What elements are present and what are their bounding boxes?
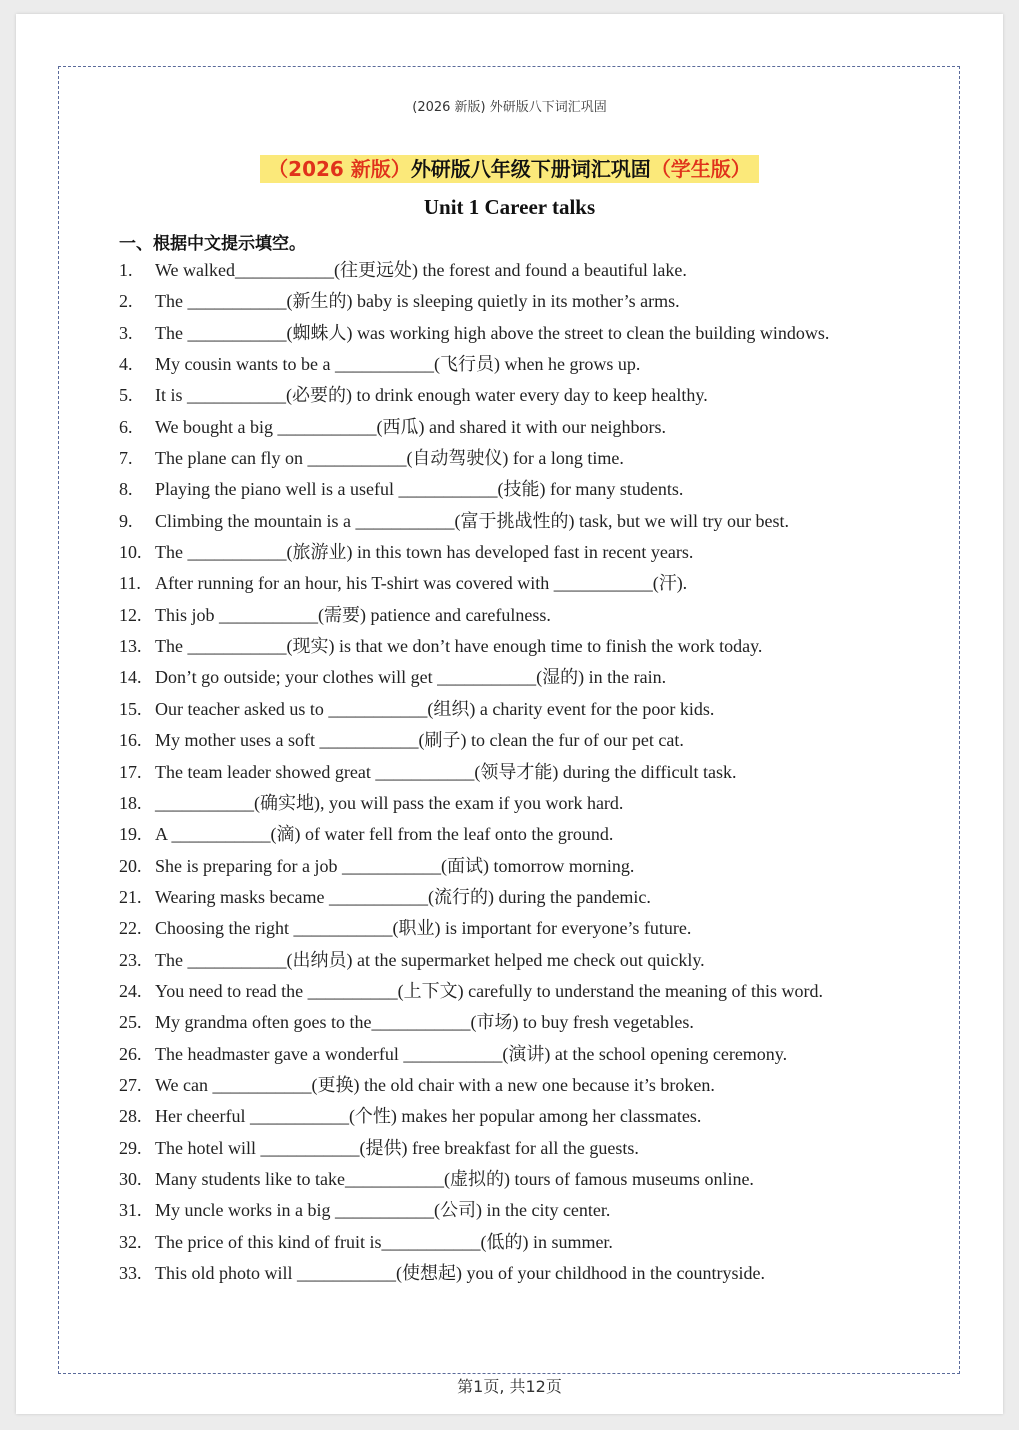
question-number: 23. [119, 949, 142, 970]
question-number: 17. [119, 761, 142, 782]
question-number: 3. [119, 322, 133, 343]
question-number: 2. [119, 291, 133, 312]
question-number: 30. [119, 1168, 142, 1189]
question-text: This old photo will ___________(使想起) you of your childhood in the countryside. [155, 1263, 765, 1283]
title-edition: （2026 新版） [268, 157, 411, 181]
question-text: Playing the piano well is a useful ___________(技能) for many students. [155, 479, 684, 500]
question-item [119, 788, 939, 819]
question-text: My uncle works in a big ___________(公司) in the city center. [155, 1200, 611, 1221]
question-list [119, 255, 939, 1289]
question-number: 32. [119, 1231, 142, 1252]
question-item [119, 1101, 939, 1132]
question-item [119, 1007, 939, 1038]
question-text: Our teacher asked us to ___________(组织) a charity event for the poor kids. [155, 698, 715, 719]
question-text: This job ___________(需要) patience and carefulness. [155, 604, 551, 625]
question-text: Her cheerful ___________(个性) makes her popular among her classmates. [155, 1106, 702, 1127]
question-item [119, 1133, 939, 1164]
question-item [119, 443, 939, 474]
question-item [119, 976, 939, 1007]
question-item [119, 1164, 939, 1195]
question-text: The ___________(旅游业) in this town has developed fast in recent years. [155, 542, 694, 563]
question-number: 15. [119, 698, 142, 719]
question-item [119, 1070, 939, 1101]
question-text: The price of this kind of fruit is___________(低的) in summer. [155, 1231, 613, 1252]
question-item [119, 819, 939, 850]
question-item [119, 694, 939, 725]
question-item [119, 851, 939, 882]
question-number: 25. [119, 1012, 142, 1033]
question-item [119, 945, 939, 976]
question-text: Don’t go outside; your clothes will get ___________(湿的) in the rain. [155, 667, 667, 688]
question-number: 4. [119, 354, 133, 375]
question-text: Wearing masks became ___________(流行的) during the pandemic. [155, 886, 651, 907]
question-item [119, 725, 939, 756]
question-text: The ___________(出纳员) at the supermarket helped me check out quickly. [155, 949, 705, 970]
question-item [119, 882, 939, 913]
question-number: 1. [119, 260, 133, 280]
question-number: 26. [119, 1043, 142, 1064]
question-item [119, 757, 939, 788]
question-number: 6. [119, 416, 133, 437]
question-number: 31. [119, 1200, 142, 1221]
question-text: Choosing the right ___________(职业) is important for everyone’s future. [155, 918, 692, 939]
question-item [119, 568, 939, 599]
question-number: 7. [119, 448, 133, 469]
question-text: My grandma often goes to the___________(市场) to buy fresh vegetables. [155, 1012, 694, 1033]
question-text: You need to read the __________(上下文) carefully to understand the meaning of this word. [155, 980, 824, 1001]
question-text: We bought a big ___________(西瓜) and shared it with our neighbors. [155, 416, 666, 437]
question-number: 18. [119, 792, 142, 813]
question-text: My cousin wants to be a ___________(飞行员) when he grows up. [155, 354, 641, 375]
page-footer: 第1页, 共12页 [457, 1377, 562, 1396]
question-number: 13. [119, 636, 142, 657]
question-number: 8. [119, 479, 133, 500]
question-item [119, 1227, 939, 1258]
question-text: ___________(确实地), you will pass the exam if you work hard. [155, 792, 624, 813]
question-number: 22. [119, 918, 142, 939]
question-item [119, 380, 939, 411]
question-number: 21. [119, 886, 142, 907]
question-item [119, 913, 939, 944]
document-title [260, 155, 759, 183]
question-number: 20. [119, 855, 142, 876]
question-number: 29. [119, 1137, 142, 1158]
question-item [119, 286, 939, 317]
question-text: After running for an hour, his T-shirt was covered with ___________(汗). [155, 573, 688, 594]
question-number: 16. [119, 730, 142, 751]
question-text: The plane can fly on ___________(自动驾驶仪) for a long time. [155, 448, 624, 469]
question-text: The hotel will ___________(提供) free breakfast for all the guests. [155, 1137, 639, 1158]
question-item [119, 631, 939, 662]
question-item [119, 600, 939, 631]
question-number: 9. [119, 510, 133, 531]
question-number: 19. [119, 824, 142, 845]
question-number: 14. [119, 667, 142, 688]
question-text: We walked___________(往更远处) the forest and found a beautiful lake. [155, 260, 687, 280]
question-number: 28. [119, 1106, 142, 1127]
question-item [119, 318, 939, 349]
question-number: 10. [119, 542, 142, 563]
question-item [119, 255, 939, 286]
question-text: We can ___________(更换) the old chair with a new one because it’s broken. [155, 1074, 715, 1095]
running-header: (2026 新版) 外研版八下词汇巩固 [412, 100, 607, 115]
title-version: （学生版） [650, 157, 751, 181]
question-text: A ___________(滴) of water fell from the leaf onto the ground. [155, 824, 614, 845]
question-number: 11. [119, 573, 141, 594]
title-main: 外研版八年级下册词汇巩固 [410, 157, 651, 181]
question-text: It is ___________(必要的) to drink enough water every day to keep healthy. [155, 385, 708, 406]
question-number: 27. [119, 1074, 142, 1095]
question-text: My mother uses a soft ___________(刷子) to clean the fur of our pet cat. [155, 730, 684, 751]
question-text: The team leader showed great ___________(领导才能) during the difficult task. [155, 761, 737, 782]
section-title: 一、根据中文提示填空。 [119, 234, 306, 254]
question-text: The ___________(现实) is that we don’t have enough time to finish the work today. [155, 636, 763, 657]
question-text: The ___________(蜘蛛人) was working high above the street to clean the building windows. [155, 322, 830, 343]
question-item [119, 349, 939, 380]
question-item [119, 506, 939, 537]
question-number: 12. [119, 604, 142, 625]
document-title-wrap [0, 155, 1019, 183]
question-number: 5. [119, 385, 133, 406]
question-text: She is preparing for a job ___________(面试) tomorrow morning. [155, 855, 635, 876]
question-text: The headmaster gave a wonderful ___________(演讲) at the school opening ceremony. [155, 1043, 788, 1064]
unit-title: Unit 1 Career talks [423, 195, 596, 219]
question-item [119, 1195, 939, 1226]
question-text: Many students like to take___________(虚拟的) tours of famous museums online. [155, 1168, 754, 1189]
question-item [119, 474, 939, 505]
question-text: Climbing the mountain is a ___________(富于挑战性的) task, but we will try our best. [155, 510, 789, 531]
question-item [119, 1039, 939, 1070]
question-item [119, 412, 939, 443]
question-item [119, 537, 939, 568]
question-number: 24. [119, 980, 142, 1001]
question-item [119, 1258, 939, 1289]
question-number: 33. [119, 1263, 142, 1283]
question-text: The ___________(新生的) baby is sleeping quietly in its mother’s arms. [155, 291, 680, 312]
question-item [119, 662, 939, 693]
